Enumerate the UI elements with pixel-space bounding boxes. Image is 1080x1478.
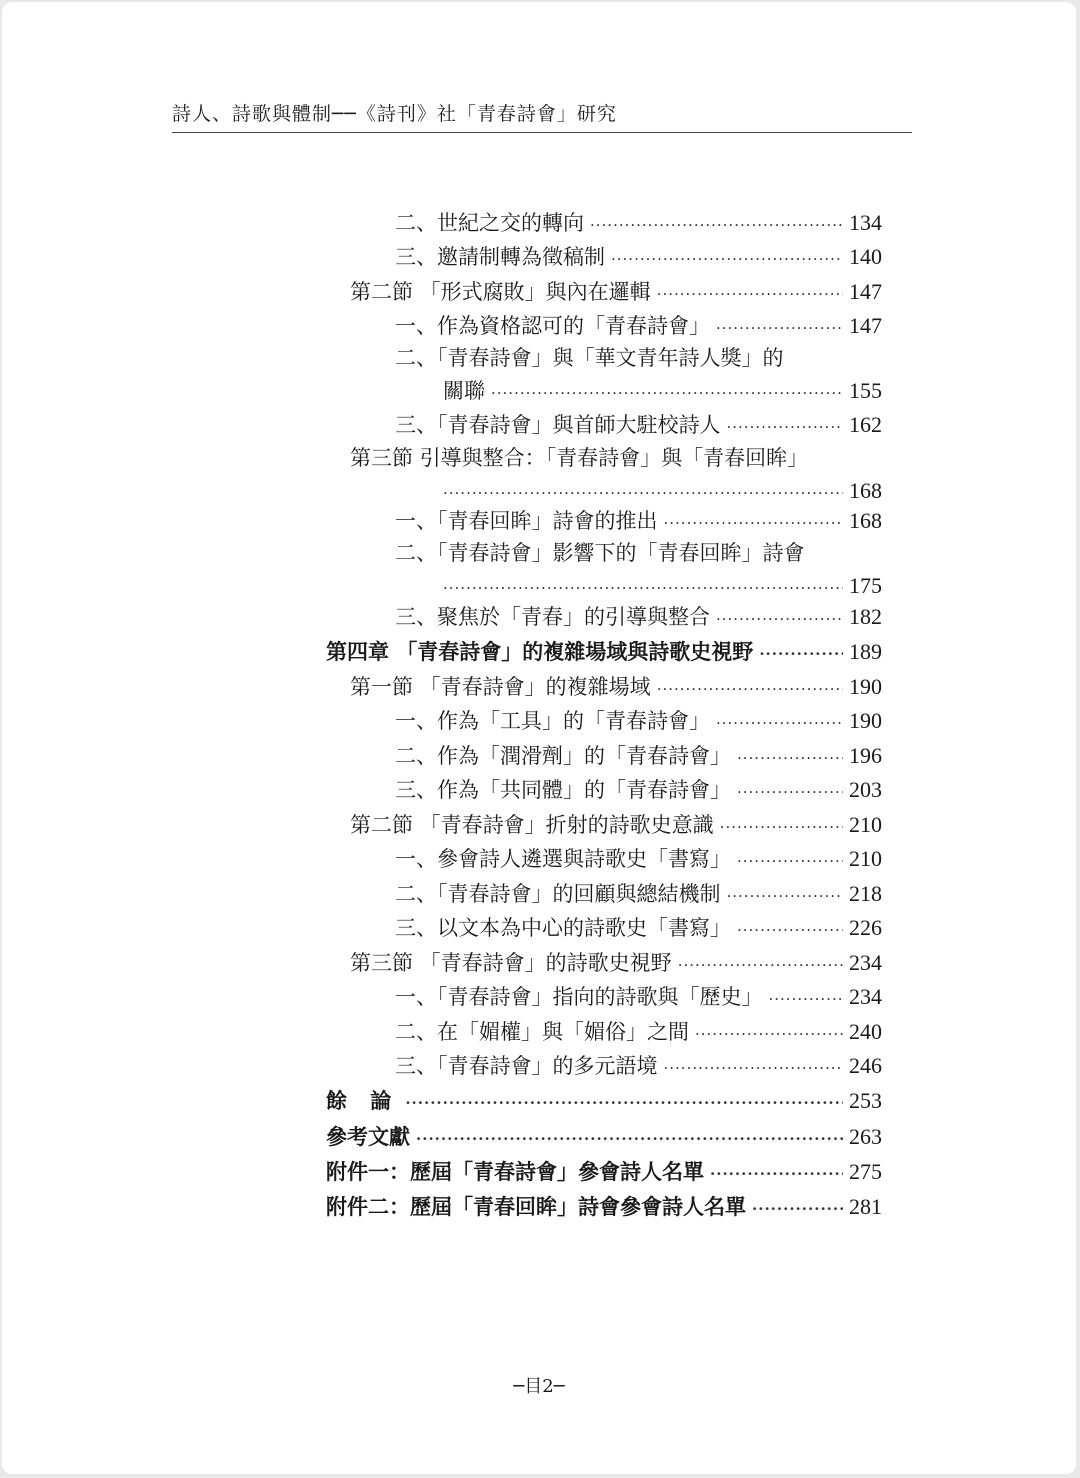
toc-entry-page: 275 <box>849 1159 882 1184</box>
toc-entry-page: 140 <box>849 244 882 269</box>
dot-leader <box>752 1197 843 1222</box>
toc-entry-title: 三、以文本為中心的詩歌史「書寫」 <box>395 916 731 940</box>
book-page <box>2 2 1076 1474</box>
toc-chapter-title: 附件一：歷屆「青春詩會」參會詩人名單 <box>326 1159 704 1184</box>
toc-section-entry[interactable] <box>350 273 882 307</box>
toc-entry-title: 第三節 「青春詩會」的詩歌史視野 <box>350 951 672 975</box>
toc-section-entry[interactable] <box>350 944 882 978</box>
toc-entry[interactable] <box>395 909 882 943</box>
toc-chapter-entry[interactable] <box>326 1082 882 1116</box>
toc-entry-page: 210 <box>849 846 882 871</box>
toc-entry-page: 226 <box>849 915 882 940</box>
toc-entry[interactable] <box>395 875 882 909</box>
toc-entry-page: 175 <box>849 573 882 598</box>
toc-entry-page: 196 <box>849 743 882 768</box>
toc-entry-title: 一、作為「工具」的「青春詩會」 <box>395 709 710 733</box>
dot-leader <box>678 953 843 978</box>
dot-leader <box>405 1091 843 1116</box>
toc-entry-title: 第一節 「青春詩會」的複雜場域 <box>350 675 651 699</box>
toc-entry-title: 二、作為「潤滑劑」的「青春詩會」 <box>395 744 731 768</box>
toc-entry[interactable] <box>443 372 882 406</box>
toc-entry-page: 246 <box>849 1053 882 1078</box>
toc-entry-title-line1[interactable]: 二、「青春詩會」影響下的「青春回眸」詩會 <box>395 541 805 565</box>
toc-entry-page: 203 <box>849 777 882 802</box>
toc-entry[interactable] <box>395 1013 882 1047</box>
dot-leader <box>769 987 844 1012</box>
toc-entry-title: 一、作為資格認可的「青春詩會」 <box>395 314 710 338</box>
dot-leader <box>695 1022 843 1047</box>
toc-entry-page: 240 <box>849 1019 882 1044</box>
toc-entry-page: 147 <box>849 279 882 304</box>
toc-entry[interactable] <box>395 502 882 536</box>
toc-section-entry[interactable] <box>350 668 882 702</box>
toc-entry-page: 218 <box>849 881 882 906</box>
dot-leader <box>727 415 844 440</box>
toc-entry[interactable] <box>395 978 882 1012</box>
header-rule <box>172 132 912 133</box>
toc-section-entry[interactable] <box>443 472 882 506</box>
dot-leader <box>611 247 843 272</box>
dot-leader <box>716 316 843 341</box>
toc-entry[interactable] <box>395 406 882 440</box>
toc-entry[interactable] <box>395 840 882 874</box>
toc-entry-page: 234 <box>849 984 882 1009</box>
toc-entry-title: 三、邀請制轉為徵稿制 <box>395 245 605 269</box>
toc-chapter-title: 參考文獻 <box>326 1124 410 1149</box>
toc-entry[interactable] <box>395 204 882 238</box>
toc-entry-title: 一、參會詩人遴選與詩歌史「書寫」 <box>395 847 731 871</box>
toc-entry[interactable] <box>395 238 882 272</box>
toc-entry-title: 三、作為「共同體」的「青春詩會」 <box>395 778 731 802</box>
toc-chapter-entry[interactable] <box>326 1118 882 1152</box>
dot-leader <box>716 711 843 736</box>
dot-leader <box>727 884 844 909</box>
dot-leader <box>737 780 843 805</box>
toc-entry-page: 168 <box>849 478 882 503</box>
dot-leader <box>491 381 843 406</box>
toc-entry-page: 168 <box>849 508 882 533</box>
toc-entry-page: 134 <box>849 210 882 235</box>
toc-entry[interactable] <box>395 737 882 771</box>
dot-leader <box>657 282 843 307</box>
dot-leader <box>720 815 843 840</box>
toc-entry-title: 二、在「媚權」與「媚俗」之間 <box>395 1020 689 1044</box>
toc-entry[interactable] <box>395 307 882 341</box>
toc-entry[interactable] <box>395 702 882 736</box>
toc-entry-page: 190 <box>849 674 882 699</box>
toc-entry-title: 第二節 「青春詩會」折射的詩歌史意識 <box>350 813 714 837</box>
dot-leader <box>664 511 844 536</box>
toc-entry-page: 281 <box>849 1194 882 1219</box>
toc-section-entry[interactable] <box>350 806 882 840</box>
toc-chapter-title: 第四章 「青春詩會」的複雜場域與詩歌史視野 <box>326 639 754 664</box>
toc-entry[interactable] <box>395 1047 882 1081</box>
dot-leader <box>737 849 843 874</box>
toc-entry-title: 二、世紀之交的轉向 <box>395 211 584 235</box>
dot-leader <box>416 1127 843 1152</box>
toc-entry-page: 147 <box>849 313 882 338</box>
toc-chapter-title: 餘 論 <box>326 1088 400 1113</box>
toc-entry-title: 一、「青春詩會」指向的詩歌與「歷史」 <box>395 985 763 1009</box>
toc-entry-page: 182 <box>849 604 882 629</box>
toc-entry-page: 263 <box>849 1124 882 1149</box>
toc-section-title-line1[interactable]: 第三節 引導與整合：「青春詩會」與「青春回眸」 <box>350 446 809 470</box>
dot-leader <box>716 607 843 632</box>
dot-leader <box>737 746 843 771</box>
toc-entry-page: 155 <box>849 378 882 403</box>
page-folio: ─目2─ <box>513 1376 565 1397</box>
toc-entry-page: 162 <box>849 412 882 437</box>
dot-leader <box>710 1162 843 1187</box>
toc-entry-title: 三、聚焦於「青春」的引導與整合 <box>395 605 710 629</box>
dot-leader <box>759 642 843 667</box>
toc-entry[interactable] <box>395 771 882 805</box>
toc-entry-title-continued: 關聯 <box>443 379 485 403</box>
toc-entry[interactable] <box>443 567 882 601</box>
toc-entry-title: 二、「青春詩會」的回顧與總結機制 <box>395 882 721 906</box>
toc-entry-title: 三、「青春詩會」的多元語境 <box>395 1054 658 1078</box>
toc-chapter-entry[interactable] <box>326 1188 882 1222</box>
dot-leader <box>664 1056 844 1081</box>
toc-entry-page: 234 <box>849 950 882 975</box>
toc-chapter-title: 附件二：歷屆「青春回眸」詩會參會詩人名單 <box>326 1194 746 1219</box>
dot-leader <box>737 918 843 943</box>
toc-chapter-entry[interactable] <box>326 1153 882 1187</box>
toc-entry-page: 253 <box>849 1088 882 1113</box>
dot-leader <box>657 677 843 702</box>
running-head: 詩人、詩歌與體制──《詩刊》社「青春詩會」研究 <box>172 103 617 125</box>
toc-entry-title-line1[interactable]: 二、「青春詩會」與「華文青年詩人獎」的 <box>395 346 784 370</box>
toc-chapter-entry[interactable] <box>326 633 882 667</box>
dot-leader <box>590 213 843 238</box>
toc-entry-page: 190 <box>849 708 882 733</box>
toc-entry-title: 一、「青春回眸」詩會的推出 <box>395 509 658 533</box>
toc-entry-title: 第二節 「形式腐敗」與內在邏輯 <box>350 280 651 304</box>
toc-entry-page: 210 <box>849 812 882 837</box>
toc-entry-title: 三、「青春詩會」與首師大駐校詩人 <box>395 413 721 437</box>
toc-entry-page: 189 <box>849 639 882 664</box>
toc-entry[interactable] <box>395 598 882 632</box>
